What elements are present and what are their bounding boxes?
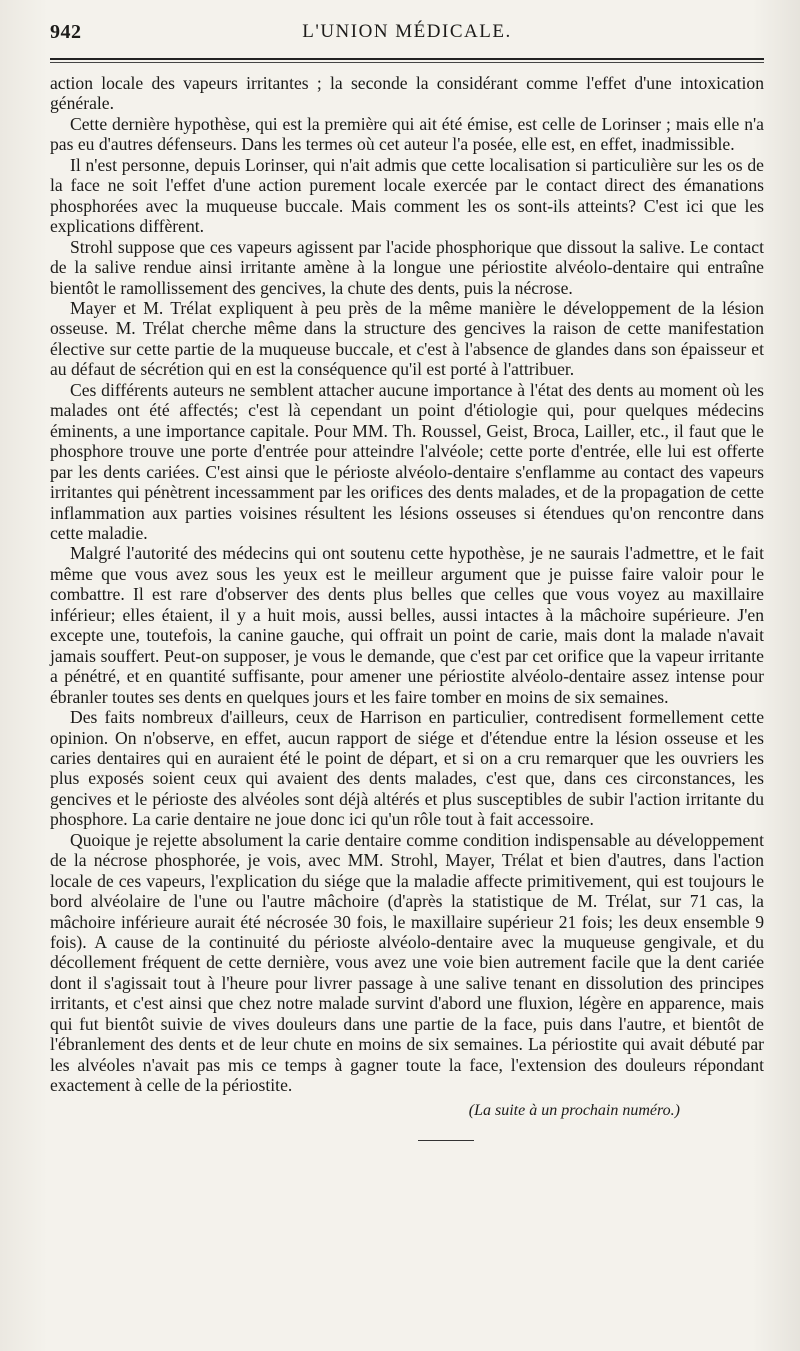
paragraph: Quoique je rejette absolument la carie dentaire comme condition indispensable au développement de la nécrose phosphorée, je vois, avec MM. Strohl, Mayer, Trélat et bien d'autres, dans l'action locale de ces vapeurs, l'explication du siége que la maladie affecte primitivement, qui est toujours le bord alvéolaire de l'une ou l'autre mâchoire (d'après la statistique de M. Trélat, sur 71 cas, la mâchoire inférieure aurait été nécrosée 30 fois, le maxillaire supérieur 21 fois; les deux ensemble 9 fois). A cause de la continuité du périoste alvéolo-dentaire avec la muqueuse gengivale, et du décollement fréquent de cette dernière, vous avez une voie bien autrement facile que la dent cariée dont il s'agissait tout à l'heure pour livrer passage à une salive tenant en dissolution des principes irritants, et c'est ainsi que chez notre malade survint d'abord une fluxion, légère en apparence, mais qui fut bientôt suivie de vives douleurs dans une partie de la face, puis dans l'autre, et bientôt de l'ébranlement des dents et de leur chute en moins de six semaines. La périostite qui avait débuté par les alvéoles n'avait pas mis ce temps à gagner toute la face, l'extension des douleurs répondant exactement à celle de la périostite.: [50, 829, 764, 1096]
body-text: [50, 73, 764, 1096]
paragraph: Des faits nombreux d'ailleurs, ceux de Harrison en particulier, contredisent formellement cette opinion. On n'observe, en effet, aucun rapport de siége et d'étendue entre la lésion osseuse et les caries dentaires qui en auraient été le point de départ, et si on a cru remarquer que les ouvriers les plus exposés soient ceux qui avaient des dents malades, c'est que, dans ces circonstances, les gencives et le périoste des alvéoles sont déjà altérés et plus susceptibles de subir l'action irritante du phosphore. La carie dentaire ne joue donc ici qu'un rôle tout à fait accessoire.: [50, 707, 764, 830]
paragraph: Strohl suppose que ces vapeurs agissent par l'acide phosphorique que dissout la salive. Le contact de la salive rendue ainsi irritante amène à la longue une périostite alvéolo-dentaire qui entraîne bientôt le ramollissement des gencives, la chute des dents, puis la nécrose.: [50, 236, 764, 298]
end-rule: [418, 1140, 474, 1141]
paragraph: Mayer et M. Trélat expliquent à peu près de la même manière le développement de la lésion osseuse. M. Trélat cherche même dans la structure des gencives la raison de cette manifestation élective sur cette partie de la muqueuse buccale, et c'est à l'absence de glandes dans son épaisseur et au défaut de sécrétion qui en est la conséquence qu'il est porté à l'attribuer.: [50, 297, 764, 380]
paragraph: action locale des vapeurs irritantes ; la seconde la considérant comme l'effet d'une intoxication générale.: [50, 73, 764, 114]
continuation-note: (La suite à un prochain numéro.): [468, 1101, 680, 1119]
paragraph: Cette dernière hypothèse, qui est la première qui ait été émise, est celle de Lorinser ; mais elle n'a pas eu d'autres défenseurs. Dans les termes où cet auteur l'a posée, elle est, en effet, inadmissible.: [50, 113, 764, 155]
paragraph: Malgré l'autorité des médecins qui ont soutenu cette hypothèse, je ne saurais l'admettre, et le fait même que vous avez sous les yeux est le meilleur argument que je puisse faire valoir pour le combattre. Il est rare d'observer des dents plus belles que celles que vous voyez au maxillaire inférieur; elles étaient, il y a huit mois, aussi belles, aussi intactes à la mâchoire supérieure. J'en excepte une, toutefois, la canine gauche, qui offrait un point de carie, mais dont la malade n'avait jamais souffert. Peut-on supposer, je vous le demande, que c'est par cet orifice que la vapeur irritante a pénétré, et en quantité suffisante, pour amener une périostite alvéolo-dentaire assez intense pour ébranler toutes ses dents en quelques jours et les faire tomber en moins de six semaines.: [50, 543, 764, 707]
header-rule: [50, 58, 764, 63]
running-title: L'UNION MÉDICALE.: [302, 21, 512, 42]
paragraph: Il n'est personne, depuis Lorinser, qui n'ait admis que cette localisation si particulière sur les os de la face ne soit l'effet d'une action purement locale exercée par le contact direct des émanations phosphorées avec la muqueuse buccale. Mais comment les os sont-ils atteints? C'est ici que les explications diffèrent.: [50, 154, 764, 237]
page-number: 942: [50, 20, 82, 43]
paragraph: Ces différents auteurs ne semblent attacher aucune importance à l'état des dents au moment où les malades ont été affectés; c'est là cependant un point d'étiologie qui, pour quelques médecins éminents, a une importance capitale. Pour MM. Th. Roussel, Geist, Broca, Lailler, etc., il faut que le phosphore trouve une porte d'entrée pour atteindre l'alvéole; cette porte d'entrée, elle lui est offerte par les dents cariées. C'est ainsi que le périoste alvéolo-dentaire s'enflamme au contact des vapeurs irritantes qui pénètrent incessamment par les orifices des dents malades, et de la propagation de cette inflammation aux parties voisines résultent les lésions osseuses si étendues qu'on rencontre dans cette maladie.: [50, 379, 764, 543]
page-header: [50, 18, 764, 46]
